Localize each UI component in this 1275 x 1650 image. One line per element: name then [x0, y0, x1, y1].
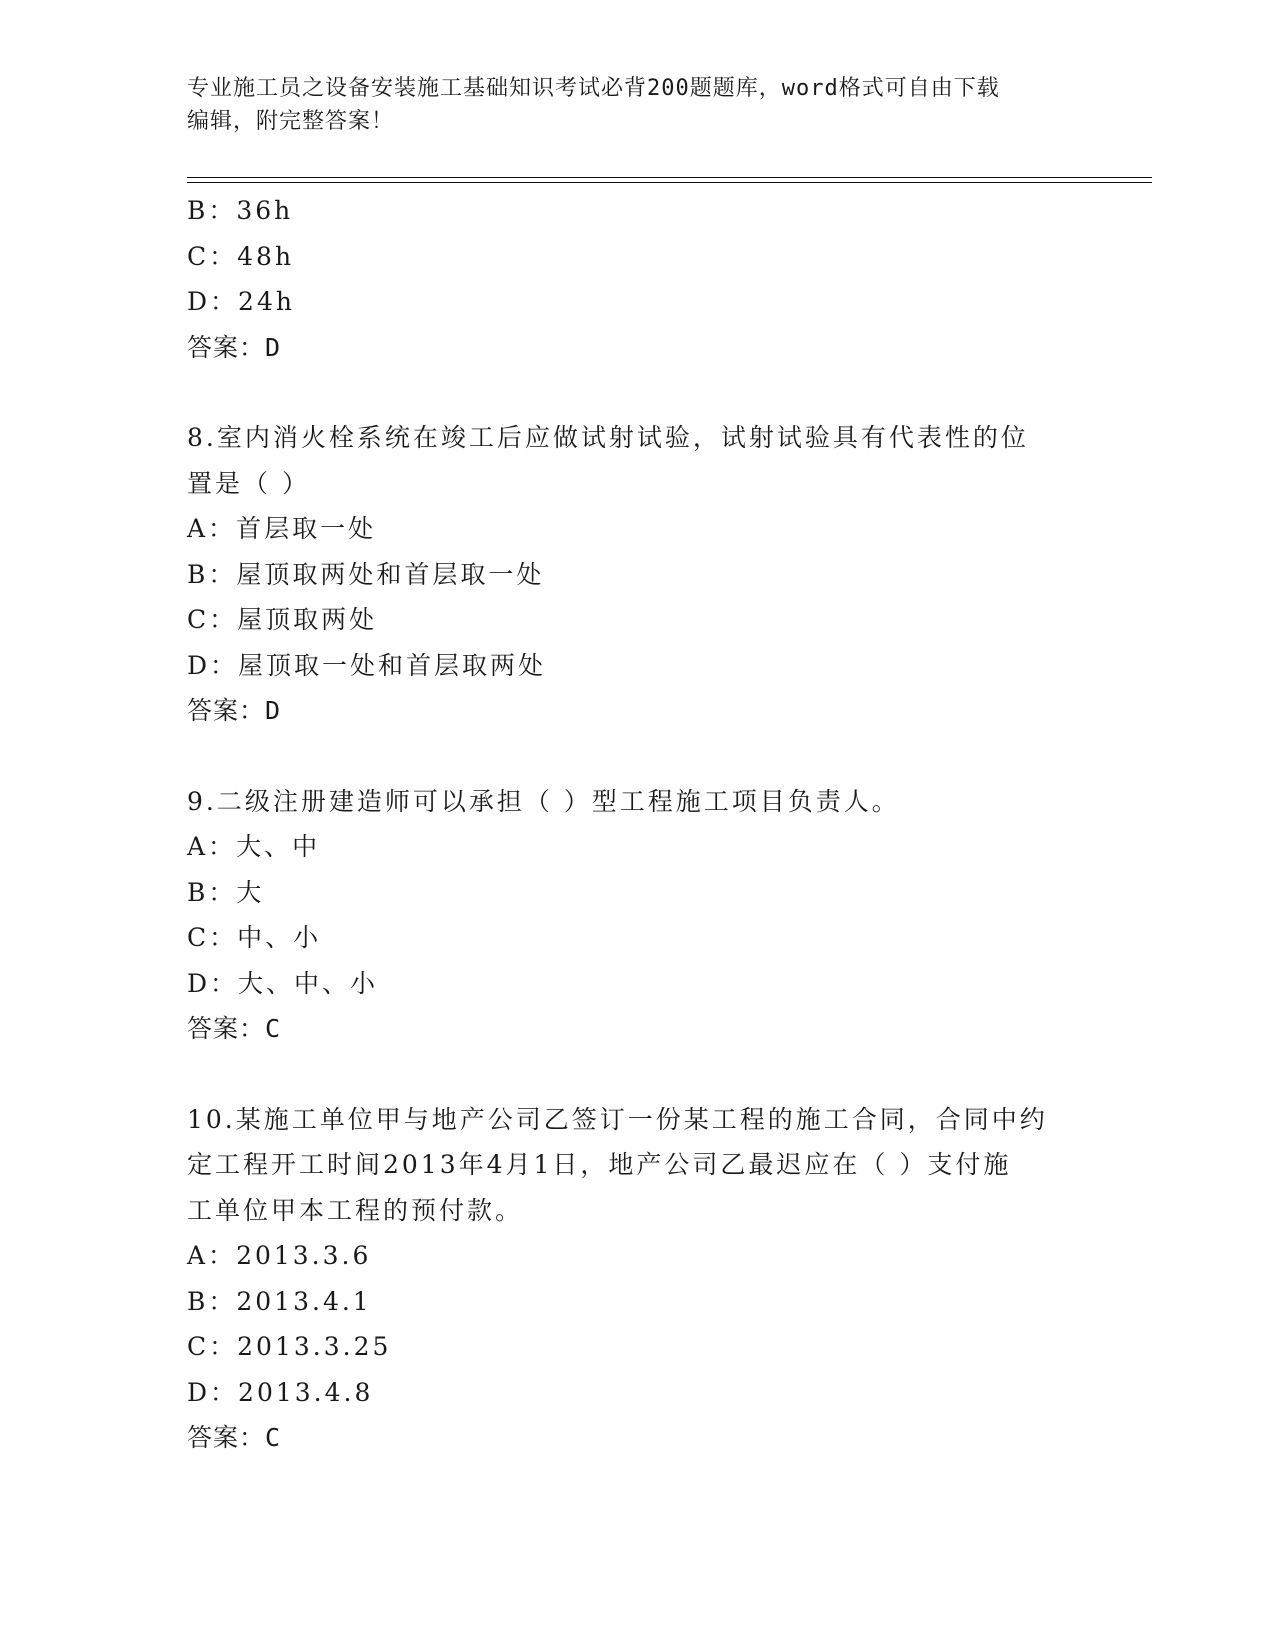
option-label: C： — [187, 923, 238, 952]
question-text-line: 置是（ ） — [187, 468, 310, 498]
option-a — [187, 1233, 1087, 1279]
option-d — [187, 643, 1087, 689]
header-title-line-1: 专业施工员之设备安装施工基础知识考试必背200题题库，word格式可自由下载 — [187, 76, 1000, 101]
header-divider-bottom — [187, 182, 1152, 183]
option-text: 2013.3.25 — [237, 1332, 392, 1361]
header-title-line-2: 编辑，附完整答案！ — [187, 109, 395, 134]
question-list — [187, 188, 1087, 1461]
option-text: 首层取一处 — [236, 514, 377, 543]
option-label: B： — [187, 196, 237, 225]
question-text-line: 工单位甲本工程的预付款。 — [187, 1195, 524, 1225]
option-text: 48h — [237, 241, 295, 271]
option-label: C： — [187, 605, 238, 634]
option-text: 中、小 — [237, 923, 322, 952]
option-c — [187, 1324, 1087, 1370]
spacer — [187, 1052, 1087, 1097]
question-block-9 — [187, 779, 1087, 1052]
option-a — [187, 506, 1087, 552]
option-text: 24h — [238, 287, 295, 316]
option-label: B： — [187, 877, 237, 907]
option-c — [187, 234, 1087, 280]
option-text: 2013.4.8 — [238, 1377, 374, 1407]
option-c — [187, 915, 1087, 961]
document-header — [187, 72, 1087, 138]
spacer — [187, 734, 1087, 779]
header-divider-top — [187, 177, 1152, 178]
option-label: D： — [187, 287, 239, 316]
option-c — [187, 597, 1087, 643]
option-text: 屋顶取两处和首层取一处 — [236, 559, 545, 589]
spacer — [187, 370, 1087, 415]
question-text-line: 定工程开工时间2013年4月1日，地产公司乙最迟应在（ ）支付施 — [187, 1150, 1012, 1179]
option-text: 屋顶取一处和首层取两处 — [238, 650, 547, 680]
option-label: C： — [187, 241, 238, 271]
option-b — [187, 188, 1087, 234]
option-text: 大、中 — [236, 832, 321, 861]
option-label: D： — [187, 968, 239, 998]
option-label: C： — [187, 1332, 238, 1361]
option-text: 屋顶取两处 — [237, 605, 378, 634]
option-label: A： — [187, 832, 237, 861]
option-text: 2013.4.1 — [236, 1286, 372, 1316]
answer-line: 答案：D — [187, 696, 282, 725]
option-text: 大 — [236, 877, 265, 907]
question-text-line: 9.二级注册建造师可以承担（ ）型工程施工项目负责人。 — [187, 786, 900, 816]
question-text-line: 8.室内消火栓系统在竣工后应做试射试验，试射试验具有代表性的位 — [187, 423, 1029, 452]
option-d — [187, 1370, 1087, 1416]
option-label: D： — [187, 1377, 239, 1407]
option-b — [187, 1279, 1087, 1325]
option-label: A： — [187, 514, 237, 543]
answer-line: 答案：C — [187, 1423, 282, 1452]
option-text: 2013.3.6 — [236, 1241, 372, 1270]
question-text-line: 10.某施工单位甲与地产公司乙签订一份某工程的施工合同，合同中约 — [187, 1104, 1048, 1134]
question-block-10 — [187, 1097, 1087, 1461]
option-b — [187, 552, 1087, 598]
option-label: B： — [187, 559, 237, 589]
question-block-continued — [187, 188, 1087, 370]
option-d — [187, 279, 1087, 325]
option-label: D： — [187, 650, 239, 680]
option-label: A： — [187, 1241, 237, 1270]
option-b — [187, 870, 1087, 916]
answer-line: 答案：D — [187, 332, 282, 362]
option-text: 36h — [236, 196, 294, 225]
option-d — [187, 961, 1087, 1007]
question-block-8 — [187, 415, 1087, 734]
answer-line: 答案：C — [187, 1014, 282, 1043]
option-label: B： — [187, 1286, 237, 1316]
option-text: 大、中、小 — [238, 968, 379, 998]
option-a — [187, 824, 1087, 870]
